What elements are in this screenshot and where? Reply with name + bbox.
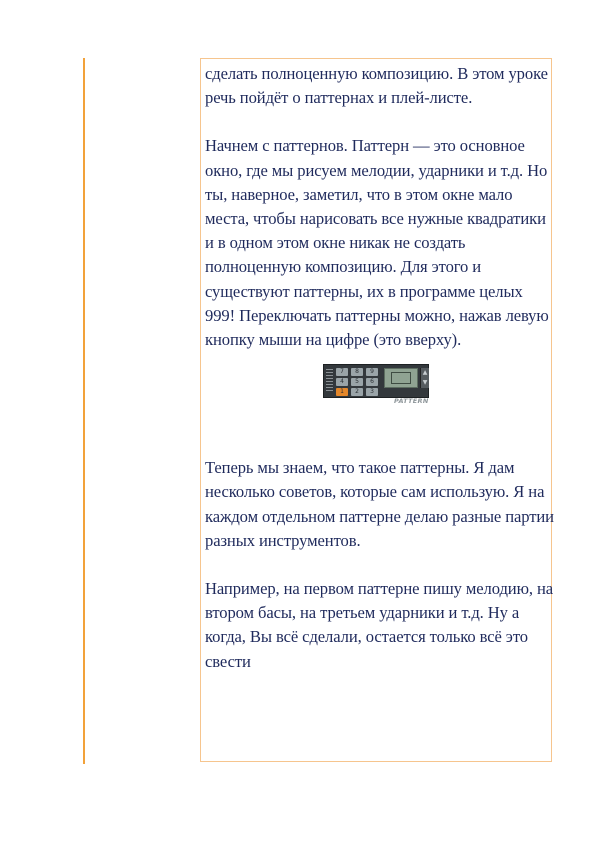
paragraph: сделать полноценную композицию. В этом уроке речь пойдёт о паттернах и плей-листе. xyxy=(205,64,548,108)
keypad-key[interactable]: 5 xyxy=(351,378,363,386)
arrow-up-icon[interactable]: ▲ xyxy=(422,369,428,377)
paragraph: Теперь мы знаем, что такое паттерны. Я дам несколько советов, которые сам использую. Я на каждом отдельном паттерне делаю разные партии разных инструментов. xyxy=(205,458,554,550)
keypad-key[interactable]: 3 xyxy=(366,388,378,396)
keypad-key[interactable]: 4 xyxy=(336,378,348,386)
keypad-key-active[interactable]: 1 xyxy=(336,388,348,396)
keypad-key[interactable]: 8 xyxy=(351,368,363,376)
document-body xyxy=(205,62,555,674)
grip-icon xyxy=(326,369,333,393)
keypad-key[interactable]: 2 xyxy=(351,388,363,396)
display-frame xyxy=(391,372,411,384)
paragraph: Например, на первом паттерне пишу мелодию, на втором басы, на третьем ударники и т.д. Ну а когда, Вы всё сделали, остается только всё это свести xyxy=(205,579,554,671)
margin-line xyxy=(83,58,85,764)
pattern-display xyxy=(384,368,418,388)
pattern-stepper xyxy=(420,368,429,388)
keypad-key[interactable]: 6 xyxy=(366,378,378,386)
keypad-key[interactable]: 9 xyxy=(366,368,378,376)
figure xyxy=(205,352,555,456)
paragraph: Начнем с паттернов. Паттерн — это основное окно, где мы рисуем мелодии, ударники и т.д. Но ты, наверное, заметил, что в этом окне мало места, чтобы нарисовать все нужные квадратики и в одном этом окне никак не создать полноценную композицию. Для этого и существуют паттерны, их в программе целых 999! Переключать паттерны можно, нажав левую кнопку мыши на цифре (это вверху). xyxy=(205,136,549,350)
keypad-key[interactable]: 7 xyxy=(336,368,348,376)
arrow-down-icon[interactable]: ▼ xyxy=(422,379,428,387)
widget-label: PATTERN xyxy=(394,397,429,406)
pattern-selector-widget xyxy=(323,364,429,406)
pattern-keypad xyxy=(336,368,378,396)
